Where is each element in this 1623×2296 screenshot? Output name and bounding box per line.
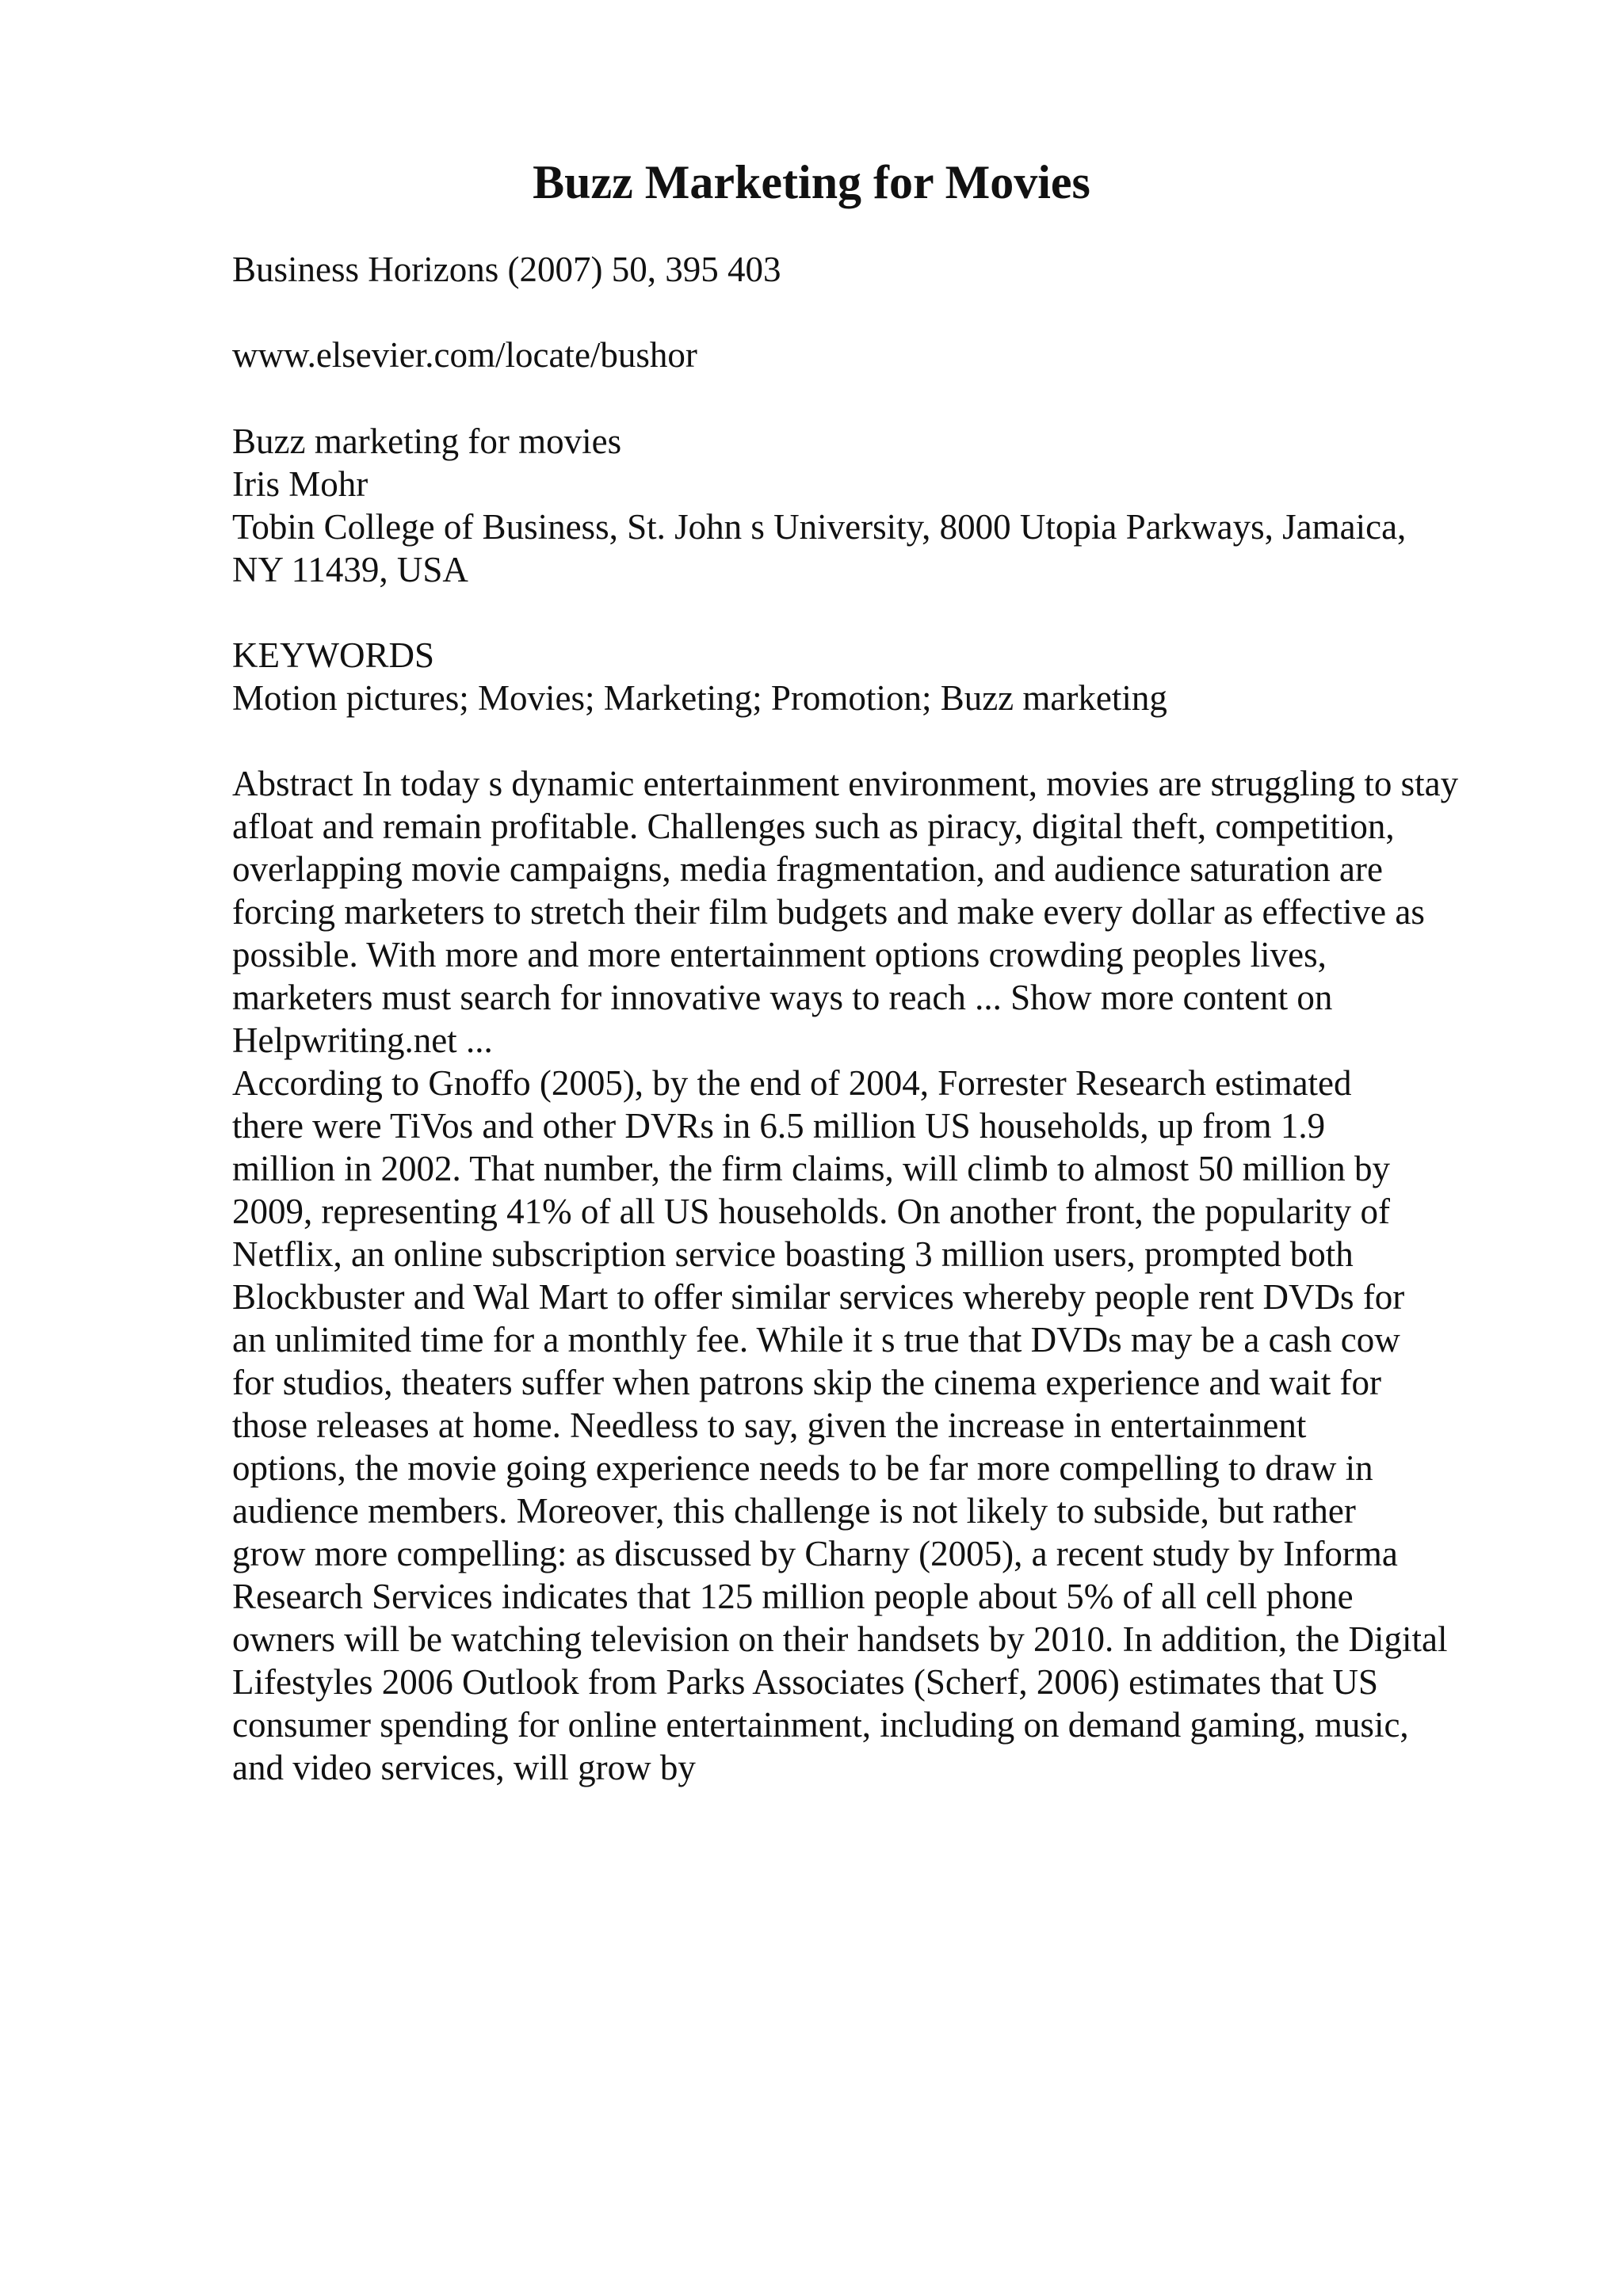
abstract-line: possible. With more and more entertainment options crowding peoples lives, xyxy=(232,935,1327,974)
keywords-heading: KEYWORDS xyxy=(232,635,434,675)
body-line: audience members. Moreover, this challenge is not likely to subside, but rather xyxy=(232,1491,1356,1531)
abstract-line: overlapping movie campaigns, media fragmentation, and audience saturation are xyxy=(232,849,1383,889)
body-line: Netflix, an online subscription service boasting 3 million users, prompted both xyxy=(232,1234,1354,1274)
abstract-line: marketers must search for innovative ways to reach ... Show more content on xyxy=(232,978,1333,1017)
affiliation-line: NY 11439, USA xyxy=(232,550,468,589)
article-header xyxy=(232,420,1579,591)
author-name: Iris Mohr xyxy=(232,464,369,504)
affiliation-line: Tobin College of Business, St. John s University, 8000 Utopia Parkways, Jamaica, xyxy=(232,507,1407,547)
page-title: Buzz Marketing for Movies xyxy=(533,156,1090,208)
body-line: Blockbuster and Wal Mart to offer similar services whereby people rent DVDs for xyxy=(232,1277,1405,1317)
body-line: owners will be watching television on their handsets by 2010. In addition, the Digital xyxy=(232,1619,1448,1659)
body-line: those releases at home. Needless to say, given the increase in entertainment xyxy=(232,1405,1307,1445)
body-line: options, the movie going experience needs to be far more compelling to draw in xyxy=(232,1448,1373,1488)
body-paragraph xyxy=(232,1062,1579,1789)
keywords-section xyxy=(232,634,1579,719)
abstract-paragraph xyxy=(232,762,1579,1062)
body-line: and video services, will grow by xyxy=(232,1748,696,1787)
journal-url: www.elsevier.com/locate/bushor xyxy=(232,335,697,375)
abstract-line: Abstract In today s dynamic entertainment environment, movies are struggling to stay xyxy=(232,764,1459,803)
body-line: consumer spending for online entertainment, including on demand gaming, music, xyxy=(232,1705,1409,1745)
body-line: for studios, theaters suffer when patrons skip the cinema experience and wait for xyxy=(232,1363,1381,1402)
body-line: million in 2002. That number, the firm claims, will climb to almost 50 million by xyxy=(232,1149,1390,1188)
abstract-line: Helpwriting.net ... xyxy=(232,1020,493,1060)
body-line: According to Gnoffo (2005), by the end of 2004, Forrester Research estimated xyxy=(232,1063,1352,1103)
body-line: there were TiVos and other DVRs in 6.5 million US households, up from 1.9 xyxy=(232,1106,1326,1146)
body-line: an unlimited time for a monthly fee. While it s true that DVDs may be a cash cow xyxy=(232,1320,1400,1360)
keywords-list: Motion pictures; Movies; Marketing; Promotion; Buzz marketing xyxy=(232,678,1167,718)
article-heading: Buzz marketing for movies xyxy=(232,421,622,461)
abstract-line: afloat and remain profitable. Challenges such as piracy, digital theft, competition, xyxy=(232,807,1395,846)
body-line: grow more compelling: as discussed by Charny (2005), a recent study by Informa xyxy=(232,1534,1398,1573)
body-line: Lifestyles 2006 Outlook from Parks Associates (Scherf, 2006) estimates that US xyxy=(232,1662,1379,1702)
body-line: Research Services indicates that 125 million people about 5% of all cell phone xyxy=(232,1577,1354,1616)
abstract-line: forcing marketers to stretch their film budgets and make every dollar as effective as xyxy=(232,892,1425,932)
body-line: 2009, representing 41% of all US households. On another front, the popularity of xyxy=(232,1192,1390,1231)
citation-line: Business Horizons (2007) 50, 395 403 xyxy=(232,250,781,289)
